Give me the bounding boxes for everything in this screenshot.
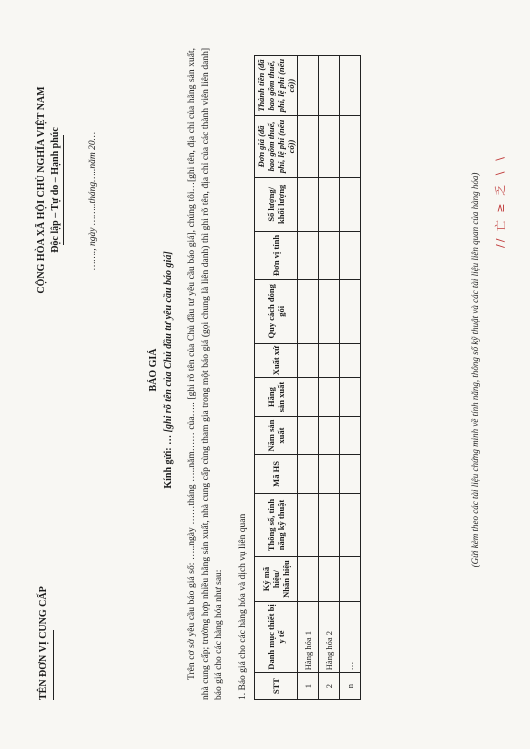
table-cell — [298, 177, 319, 231]
table-cell — [319, 557, 340, 601]
document-title: BÁO GIÁ — [148, 348, 159, 392]
table-cell — [340, 116, 361, 178]
table-cell — [340, 343, 361, 378]
header-underline — [53, 630, 54, 700]
table-cell — [298, 493, 319, 557]
table-cell — [298, 416, 319, 454]
country-name: CỘNG HÒA XÃ HỘI CHỦ NGHĨA VIỆT NAM — [36, 86, 47, 294]
table-cell — [298, 455, 319, 493]
col-model: Ký mã hiệu/ Nhãn hiệu — [255, 557, 298, 601]
table-cell — [319, 231, 340, 279]
national-motto: Độc lập – Tự do – Hạnh phúc — [50, 127, 61, 253]
row-stt: 2 — [319, 673, 340, 700]
recipient-prefix: Kính gửi: … — [163, 434, 174, 489]
supplier-header — [38, 520, 54, 700]
col-specs: Thông số, tính năng kỹ thuật — [255, 493, 298, 557]
table-cell — [340, 378, 361, 417]
table-cell — [319, 177, 340, 231]
col-stt: STT — [255, 673, 298, 700]
national-header — [36, 40, 64, 340]
table-cell — [298, 231, 319, 279]
table-cell — [340, 231, 361, 279]
rotated-document-content — [30, 40, 500, 700]
col-unit: Đơn vị tính — [255, 231, 298, 279]
table-row — [340, 56, 361, 700]
table-cell — [319, 56, 340, 116]
handwritten-mark: // 亡 ≥ 乏 ∖ ∖ — [494, 153, 507, 248]
motto-underline — [63, 135, 64, 245]
section-heading: 1. Báo giá cho các hàng hóa và dịch vụ liên quan — [238, 513, 248, 700]
table-cell — [298, 56, 319, 116]
attachment-note: (Gửi kèm theo các tài liệu chứng minh về tính năng, thông số kỹ thuật và các tài liệu liên quan của hàng hóa) — [470, 172, 480, 568]
table-cell — [340, 56, 361, 116]
row-item: Hàng hóa 2 — [319, 601, 340, 672]
row-stt: 1 — [298, 673, 319, 700]
col-quantity: Số lượng/ khối lượng — [255, 177, 298, 231]
body-paragraph: Trên cơ sở yêu cầu báo giá số: …..ngày ……tháng …..năm…… của….. [ghi rõ tên của Chủ đầu tư yêu cầu báo giá], chúng tôi…[ghi tên, địa chỉ của hãng sản xuất, nhà cung cấp; trường hợp nhiều hãng sản xuất, nhà cung cấp cùng tham gia trong một báo giá (gọi chung là liên danh) thì ghi rõ tên, địa chỉ của các thành viên liên danh] báo giá cho các hàng hóa như sau: — [187, 48, 224, 700]
table-cell — [298, 378, 319, 417]
col-year: Năm sản xuất — [255, 416, 298, 454]
table-cell — [298, 343, 319, 378]
table-cell — [319, 116, 340, 178]
col-manufacturer: Hãng sản xuất — [255, 378, 298, 417]
row-item: Hàng hóa 1 — [298, 601, 319, 672]
table-cell — [319, 455, 340, 493]
body-paragraph-block — [186, 48, 227, 700]
col-unit-price: Đơn giá (đã bao gồm thuế, phí, lệ phí (nếu có)) — [255, 116, 298, 178]
recipient-placeholder: [ghi rõ tên của Chủ đầu tư yêu cầu báo giá] — [163, 251, 174, 433]
table-header-row — [255, 56, 298, 700]
table-cell — [298, 280, 319, 344]
table-cell — [340, 557, 361, 601]
col-item: Danh mục thiết bị y tế — [255, 601, 298, 672]
col-hs-code: Mã HS — [255, 455, 298, 493]
table-cell — [340, 493, 361, 557]
table-cell — [340, 280, 361, 344]
recipient-line — [163, 40, 174, 700]
table-cell — [319, 493, 340, 557]
table-cell — [340, 177, 361, 231]
supplier-unit-name: TÊN ĐƠN VỊ CUNG CẤP — [38, 586, 49, 700]
table-cell — [340, 455, 361, 493]
table-cell — [319, 343, 340, 378]
quote-table — [254, 55, 361, 700]
row-stt: n — [340, 673, 361, 700]
table-row — [319, 56, 340, 700]
table-cell — [319, 416, 340, 454]
table-cell — [298, 557, 319, 601]
table-cell — [340, 416, 361, 454]
table-cell — [319, 280, 340, 344]
row-item: … — [340, 601, 361, 672]
col-packaging: Quy cách đóng gói — [255, 280, 298, 344]
col-amount: Thành tiền (đã bao gồm thuế, phí, lệ phí (nếu có)) — [255, 56, 298, 116]
table-cell — [319, 378, 340, 417]
date-line: ……., ngày ……..tháng…..năm 20… — [88, 131, 98, 270]
table-cell — [298, 116, 319, 178]
col-origin: Xuất xứ — [255, 343, 298, 378]
table-row — [298, 56, 319, 700]
